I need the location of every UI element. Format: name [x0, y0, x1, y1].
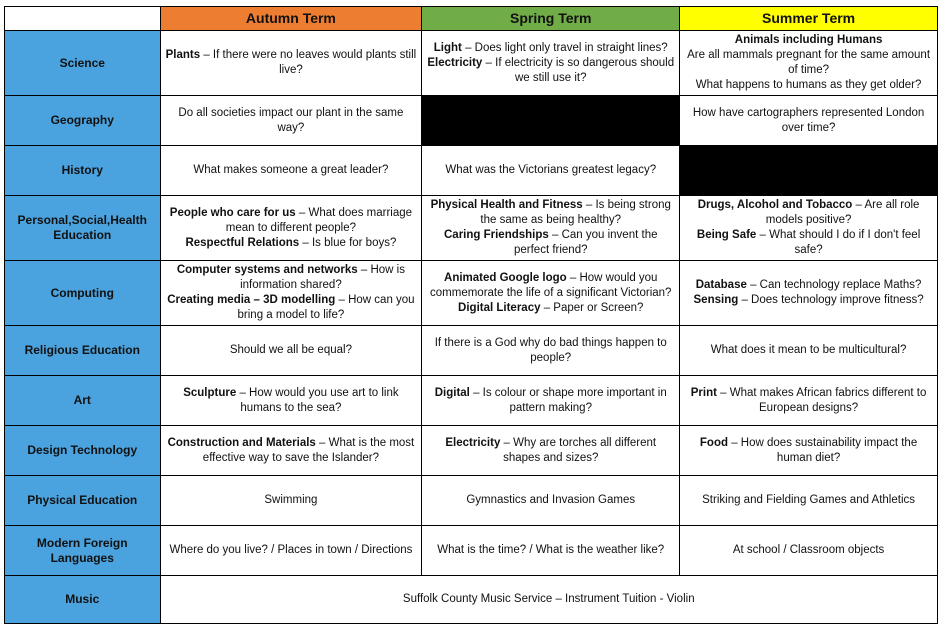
topic-question: – Does light only travel in straight lines?	[461, 41, 668, 54]
topic-title: Respectful Relations	[185, 236, 300, 249]
computing-autumn	[160, 261, 422, 326]
topic-title: People who care for us	[169, 206, 296, 219]
topic-question: – If electricity is so dangerous should we still use it?	[482, 56, 675, 84]
subject-re: Religious Education	[5, 326, 161, 376]
computing-summer	[680, 261, 938, 326]
topic-title: Electricity	[445, 436, 501, 449]
row-design-technology	[5, 426, 938, 476]
topic-question: – What does marriage mean to different people?	[225, 206, 413, 234]
re-autumn: Should we all be equal?	[160, 326, 422, 376]
pshe-spring	[422, 196, 680, 261]
re-summer: What does it mean to be multicultural?	[680, 326, 938, 376]
topic-title: Physical Health and Fitness	[430, 199, 583, 211]
topic-question: – Can you invent the perfect friend?	[513, 229, 658, 256]
row-computing	[5, 261, 938, 326]
topic-title: Caring Friendships	[444, 229, 549, 241]
history-autumn: What makes someone a great leader?	[160, 146, 422, 196]
topic-title: Sculpture	[183, 386, 237, 399]
subject-geography: Geography	[5, 96, 161, 146]
row-history	[5, 146, 938, 196]
row-science	[5, 31, 938, 96]
topic-title: Print	[690, 386, 717, 399]
row-music	[5, 576, 938, 624]
topic-question: – Paper or Screen?	[540, 301, 644, 314]
row-re	[5, 326, 938, 376]
topic-question: – Are all role models positive?	[765, 199, 920, 226]
topic-title: Drugs, Alcohol and Tobacco	[697, 199, 853, 211]
topic-question: – How does sustainability impact the human diet?	[728, 436, 918, 464]
topic-question: – How can you bring a model to life?	[237, 294, 415, 321]
topic-question: – What is the most effective way to save the Islander?	[202, 436, 415, 464]
subject-pe: Physical Education	[5, 476, 161, 526]
science-summer	[680, 31, 938, 96]
topic-question: – Does technology improve fitness?	[738, 294, 924, 306]
pe-autumn: Swimming	[160, 476, 422, 526]
row-art	[5, 376, 938, 426]
topic-question: – Is colour or shape more important in pattern making?	[469, 386, 667, 414]
topic-title: Being Safe	[696, 229, 757, 241]
topic-question: – Is blue for boys?	[299, 236, 397, 249]
header-summer-term: Summer Term	[680, 7, 938, 31]
pshe-summer	[680, 196, 938, 261]
subject-pshe: Personal,Social,Health Education	[5, 196, 161, 261]
header-blank-cell	[5, 7, 161, 31]
topic-title: Creating media – 3D modelling	[167, 294, 336, 306]
geography-autumn: Do all societies impact our plant in the same way?	[160, 96, 422, 146]
topic-title: Animated Google logo	[444, 271, 567, 284]
science-spring	[422, 31, 680, 96]
music-all-terms: Suffolk County Music Service – Instrument Tuition - Violin	[160, 576, 938, 624]
science-autumn	[160, 31, 422, 96]
subject-computing: Computing	[5, 261, 161, 326]
history-spring: What was the Victorians greatest legacy?	[422, 146, 680, 196]
topic-question: – Can technology replace Maths?	[746, 279, 922, 291]
topic-title: Computer systems and networks	[176, 264, 358, 276]
pe-spring: Gymnastics and Invasion Games	[422, 476, 680, 526]
topic-title: Digital Literacy	[458, 301, 541, 314]
subject-music: Music	[5, 576, 161, 624]
pe-summer: Striking and Fielding Games and Athletics	[680, 476, 938, 526]
art-autumn	[160, 376, 422, 426]
mfl-spring: What is the time? / What is the weather like?	[422, 526, 680, 576]
subject-design-technology: Design Technology	[5, 426, 161, 476]
topic-title: Construction and Materials	[167, 436, 316, 449]
dt-spring	[422, 426, 680, 476]
subject-mfl: Modern Foreign Languages	[5, 526, 161, 576]
topic-question: What happens to humans as they get older?	[695, 79, 922, 91]
topic-title: Animals including Humans	[734, 34, 883, 46]
topic-question: – Why are torches all different shapes and sizes?	[500, 436, 657, 464]
topic-question: – How would you use art to link humans to the sea?	[236, 386, 399, 414]
topic-question: Are all mammals pregnant for the same amount of time?	[687, 49, 931, 76]
topic-title: Digital	[434, 386, 470, 399]
re-spring: If there is a God why do bad things happen to people?	[422, 326, 680, 376]
topic-title: Light	[433, 41, 462, 54]
row-mfl	[5, 526, 938, 576]
row-pe	[5, 476, 938, 526]
topic-title: Electricity	[427, 56, 483, 69]
row-geography	[5, 96, 938, 146]
topic-question: – How would you commemorate the life of a significant Victorian?	[430, 271, 672, 299]
row-pshe	[5, 196, 938, 261]
dt-summer	[680, 426, 938, 476]
topic-title: Database	[695, 279, 747, 291]
art-summer	[680, 376, 938, 426]
header-row	[5, 7, 938, 31]
computing-spring	[422, 261, 680, 326]
header-autumn-term: Autumn Term	[160, 7, 422, 31]
subject-history: History	[5, 146, 161, 196]
header-spring-term: Spring Term	[422, 7, 680, 31]
topic-title: Sensing	[693, 294, 739, 306]
geography-summer: How have cartographers represented London over time?	[680, 96, 938, 146]
subject-science: Science	[5, 31, 161, 96]
mfl-autumn: Where do you live? / Places in town / Directions	[160, 526, 422, 576]
history-summer-blank	[680, 146, 938, 196]
subject-art: Art	[5, 376, 161, 426]
topic-title: Plants	[165, 49, 201, 61]
topic-question: – What makes African fabrics different to European designs?	[716, 386, 927, 414]
art-spring	[422, 376, 680, 426]
dt-autumn	[160, 426, 422, 476]
topic-title: Food	[699, 436, 729, 449]
topic-question: – How is information shared?	[240, 264, 405, 291]
mfl-summer: At school / Classroom objects	[680, 526, 938, 576]
topic-question: – What should I do if I don't feel safe?	[756, 229, 921, 256]
geography-spring-blank	[422, 96, 680, 146]
pshe-autumn	[160, 196, 422, 261]
curriculum-table	[4, 6, 938, 624]
topic-question: – If there were no leaves would plants still live?	[200, 49, 417, 76]
topic-question: – Is being strong the same as being healthy?	[480, 199, 671, 226]
